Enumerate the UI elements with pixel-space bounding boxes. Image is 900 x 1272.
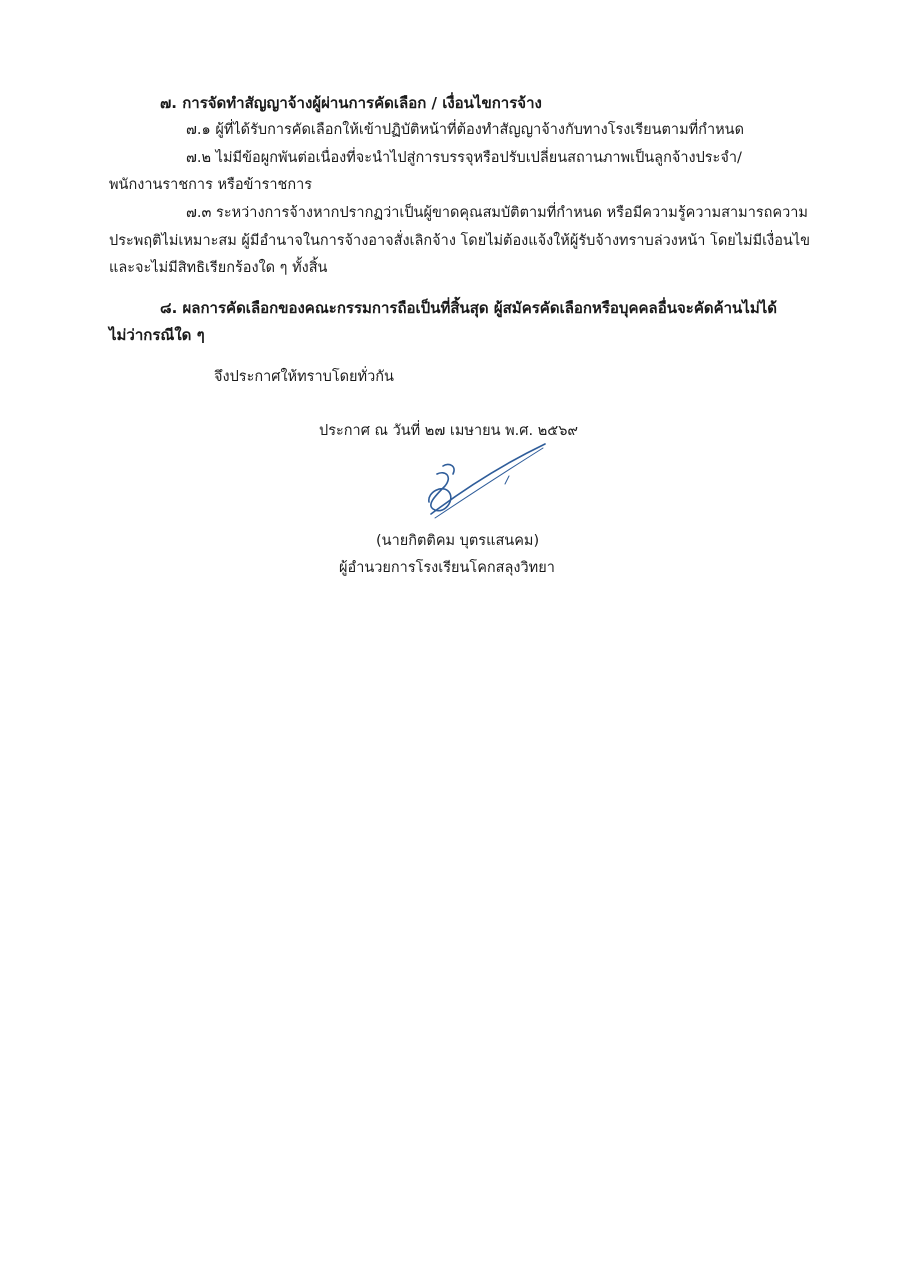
section-7-heading: ๗. การจัดทำสัญญาจ้างผู้ผ่านการคัดเลือก / เงื่อนไขการจ้าง xyxy=(160,94,542,112)
announcement-text: จึงประกาศให้ทราบโดยทั่วกัน xyxy=(214,369,394,385)
section-8-line-2: ไม่ว่ากรณีใด ๆ xyxy=(109,326,205,344)
section-7-item-2-line-1: ๗.๒ ไม่มีข้อผูกพันต่อเนื่องที่จะนำไปสู่การบรรจุหรือปรับเปลี่ยนสถานภาพเป็นลูกจ้างประจำ/ xyxy=(186,150,742,166)
section-7-item-3-line-1: ๗.๓ ระหว่างการจ้างหากปรากฏว่าเป็นผู้ขาดคุณสมบัติตามที่กำหนด หรือมีความรู้ความสามารถความ xyxy=(186,205,808,221)
announcement-date: ประกาศ ณ วันที่ ๒๗ เมษายน พ.ศ. ๒๕๖๙ xyxy=(319,423,579,439)
section-7-item-3-line-3: และจะไม่มีสิทธิเรียกร้องใด ๆ ทั้งสิ้น xyxy=(109,260,328,276)
signatory-position: ผู้อำนวยการโรงเรียนโคกสลุงวิทยา xyxy=(339,560,555,576)
signature-image xyxy=(405,436,555,536)
signatory-name: (นายกิตติคม บุตรแสนคม) xyxy=(376,533,540,549)
section-7-item-3-line-2: ประพฤติไม่เหมาะสม ผู้มีอำนาจในการจ้างอาจสั่งเลิกจ้าง โดยไม่ต้องแจ้งให้ผู้รับจ้างทราบล่วงหน้า โดยไม่มีเงื่อนไข xyxy=(109,233,811,249)
section-7-item-2-line-2: พนักงานราชการ หรือข้าราชการ xyxy=(109,177,313,193)
section-7-item-1: ๗.๑ ผู้ที่ได้รับการคัดเลือกให้เข้าปฏิบัติหน้าที่ต้องทำสัญญาจ้างกับทางโรงเรียนตามที่กำหนด xyxy=(186,122,744,138)
section-8-line-1: ๘. ผลการคัดเลือกของคณะกรรมการถือเป็นที่สิ้นสุด ผู้สมัครคัดเลือกหรือบุคคลอื่นจะคัดค้านไม่ได้ xyxy=(160,299,778,317)
